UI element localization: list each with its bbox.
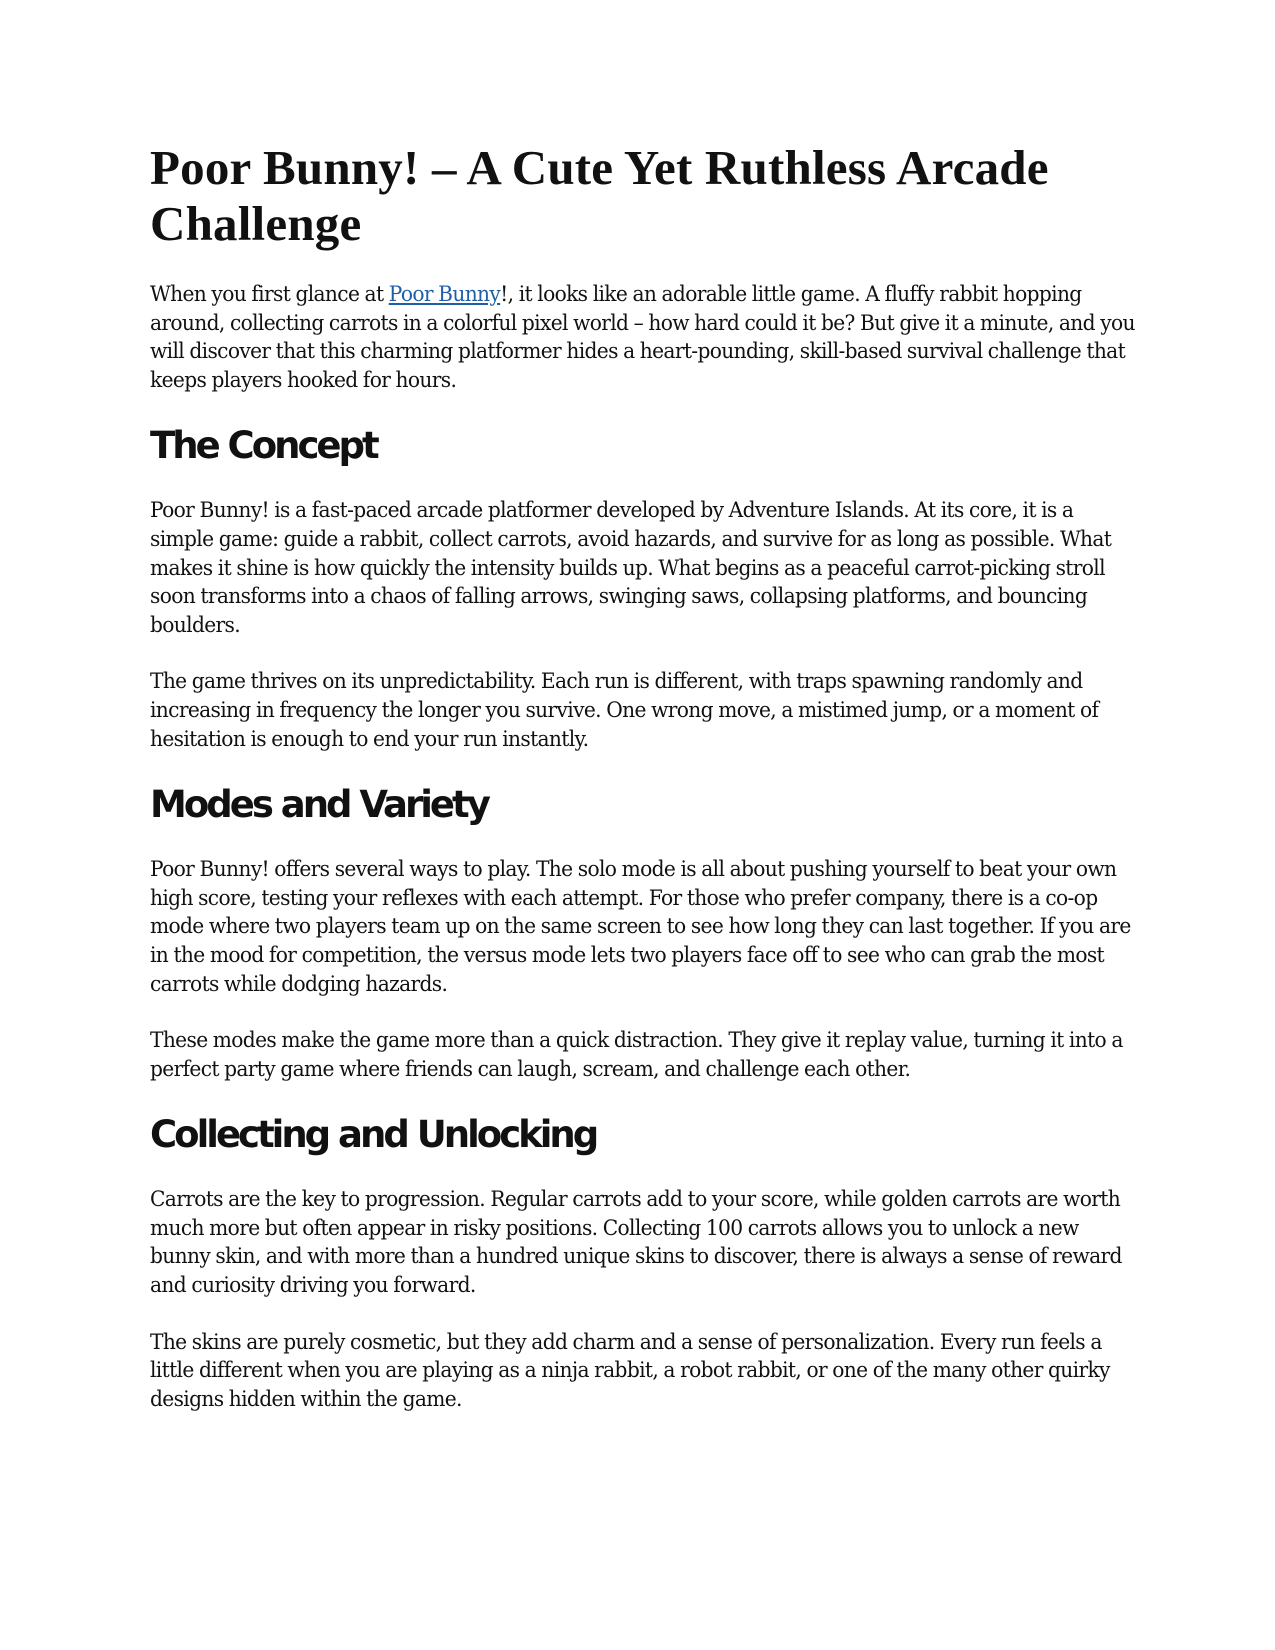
section-heading-concept: The Concept bbox=[150, 424, 377, 468]
intro-text-before-link: When you first glance at bbox=[150, 282, 389, 307]
collecting-paragraph-1: Carrots are the key to progression. Regular carrots add to your score, while golden carrots are worth much more but often appear in risky positions. Collecting 100 carrots allows you to unlock a new bunny skin, and with more than a hundred unique skins to discover, there is always a sense of reward and curiosity driving you forward. bbox=[150, 1187, 1122, 1299]
page-title: Poor Bunny! – A Cute Yet Ruthless Arcade Challenge bbox=[150, 140, 1049, 251]
concept-paragraph-2: The game thrives on its unpredictability. Each run is different, with traps spawning randomly and increasing in frequency the longer you survive. One wrong move, a mistimed jump, or a moment of hesitation is enough to end your run instantly. bbox=[150, 669, 1099, 752]
intro-paragraph bbox=[150, 281, 1137, 395]
modes-paragraph-1: Poor Bunny! offers several ways to play. The solo mode is all about pushing yourself to beat your own high score, testing your reflexes with each attempt. For those who prefer company, there is a co-op mode where two players team up on the same screen to see how long they can last together. If you are in the mood for competition, the versus mode lets two players face off to see who can grab the most carrots while dodging hazards. bbox=[150, 857, 1131, 997]
collecting-paragraph-2: The skins are purely cosmetic, but they add charm and a sense of personalization. Every run feels a little different when you are playing as a ninja rabbit, a robot rabbit, or one of the many other quirky designs hidden within the game. bbox=[150, 1329, 1110, 1412]
section-heading-collecting: Collecting and Unlocking bbox=[150, 1113, 597, 1157]
intro-text-after-link: !, it looks like an adorable little game. A fluffy rabbit hopping around, collecting carrots in a colorful pixel world – how hard could it be? But give it a minute, and you will discover that this charming platformer hides a heart-pounding, skill-based survival challenge that keeps players hooked for hours. bbox=[150, 282, 1135, 393]
modes-paragraph-2: These modes make the game more than a quick distraction. They give it replay value, turning it into a perfect party game where friends can laugh, scream, and challenge each other. bbox=[150, 1028, 1123, 1082]
document-page bbox=[150, 140, 1135, 1442]
section-heading-modes: Modes and Variety bbox=[150, 783, 488, 827]
concept-paragraph-1: Poor Bunny! is a fast-paced arcade platformer developed by Adventure Islands. At its core, it is a simple game: guide a rabbit, collect carrots, avoid hazards, and survive for as long as possible. What makes it shine is how quickly the intensity builds up. What begins as a peaceful carrot-picking stroll soon transforms into a chaos of falling arrows, swinging saws, collapsing platforms, and bouncing boulders. bbox=[150, 498, 1112, 638]
poor-bunny-link[interactable]: Poor Bunny bbox=[388, 282, 501, 307]
